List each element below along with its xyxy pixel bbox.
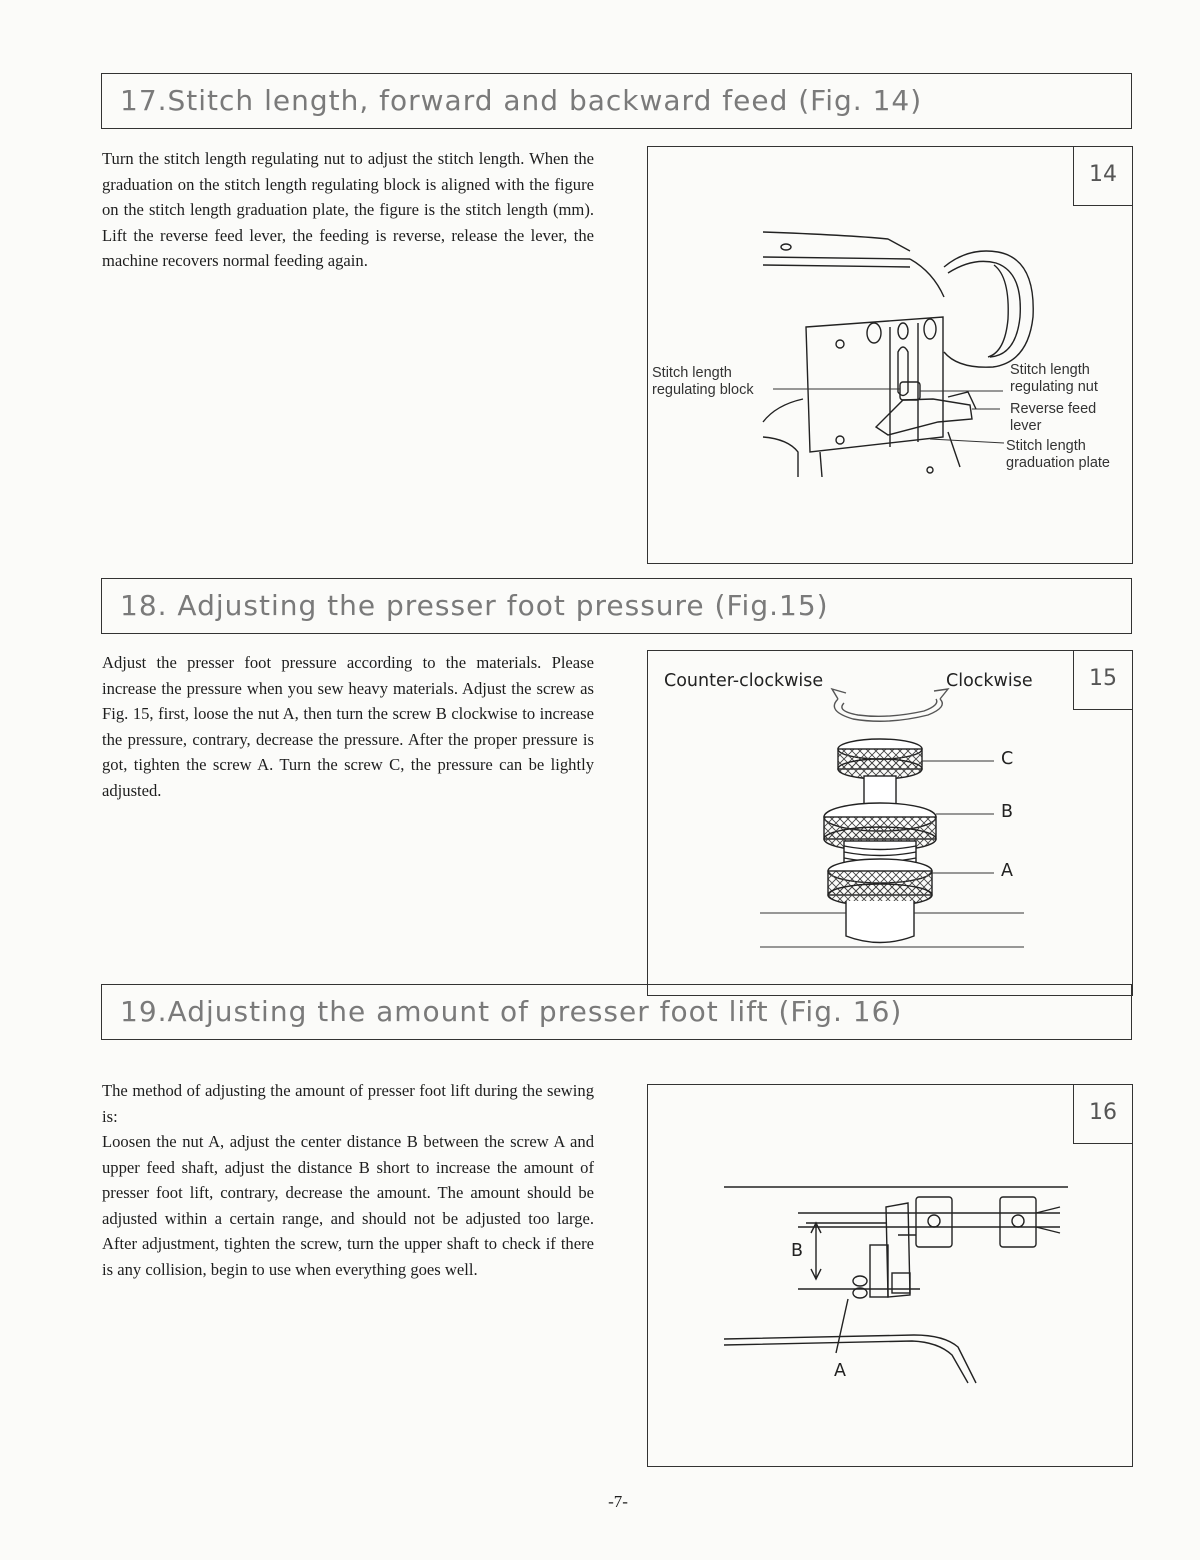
section-19-heading: 19.Adjusting the amount of presser foot lift (Fig. 16) [101,984,1132,1040]
figure-14-drawing [648,147,1134,565]
section-17-text [102,146,594,274]
figure-14-number: 14 [1073,146,1133,206]
figure-15-drawing [648,651,1134,997]
figure-16 [647,1084,1133,1467]
label-regulating-block: Stitch length regulating block [652,365,754,398]
label-counter-clockwise: Counter-clockwise [664,671,824,691]
figure-16-number: 16 [1073,1084,1133,1144]
label-nut-a: A [1001,861,1013,881]
section-18-paragraph: Adjust the presser foot pressure according to the materials. Please increase the pressure when you sew heavy materials. Adjust the screw as Fig. 15, first, loose the nut A, then turn the screw B clockwise to increase the pressure, contrary, decrease the pressure. After the proper pressure is got, tighten the screw A. Turn the screw C, the pressure can be lightly adjusted. [102,653,594,800]
figure-15-number: 15 [1073,650,1133,710]
figure-16-drawing [648,1085,1134,1468]
section-17-heading: 17.Stitch length, forward and backward feed (Fig. 14) [101,73,1132,129]
section-19-paragraph-1: The method of adjusting the amount of presser foot lift during the sewing is: [102,1081,594,1126]
label-reverse-feed-lever: Reverse feed lever [1010,401,1097,434]
label-screw-c: C [1001,749,1014,769]
label-nut-b: B [1001,802,1014,822]
section-19-text [102,1078,594,1282]
section-18-heading: 18. Adjusting the presser foot pressure (Fig.15) [101,578,1132,634]
figure-14 [647,146,1133,564]
section-19-paragraph-2: Loosen the nut A, adjust the center distance B between the screw A and upper feed shaft, adjust the distance B short to increase the amount of presser foot lift, contrary, decrease the amount. The amount should be adjusted within a certain range, and should not be adjusted too large. After adjustment, tighten the screw, turn the upper shaft to check if there is any collision, begin to use when everything goes well. [102,1132,594,1279]
section-18-text [102,650,594,803]
label-regulating-nut: Stitch length regulating nut [1010,362,1098,395]
label-screw-a: A [834,1361,846,1381]
page-number: -7- [608,1492,628,1511]
section-17-paragraph: Turn the stitch length regulating nut to adjust the stitch length. When the graduation on the stitch length regulating block is aligned with the figure on the stitch length graduation plate, the figure is the stitch length (mm). Lift the reverse feed lever, the feeding is reverse, release the lever, the machine recovers normal feeding again. [102,149,594,270]
label-distance-b: B [791,1241,804,1261]
label-graduation-plate: Stitch length graduation plate [1006,438,1110,471]
label-clockwise: Clockwise [946,671,1033,691]
figure-15 [647,650,1133,996]
